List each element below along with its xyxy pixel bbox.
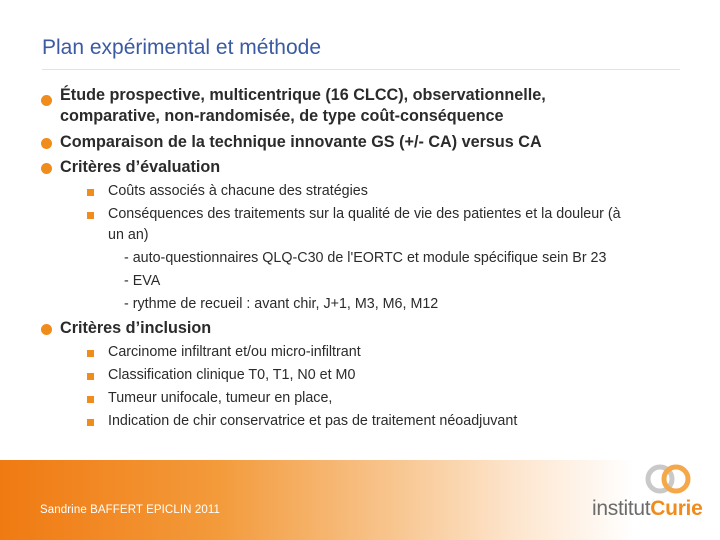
sub-bullet-square — [87, 373, 94, 380]
sub-bullet-line: Coûts associés à chacune des stratégies — [108, 183, 368, 199]
evaluation-item-costs — [108, 181, 688, 202]
bullet-dot — [41, 163, 52, 174]
slide-title: Plan expérimental et méthode — [42, 36, 321, 59]
bullet-dot — [41, 324, 52, 335]
bullet-dot — [41, 95, 52, 106]
logo-curie: Curie — [650, 497, 703, 520]
sub-bullet-line: Conséquences des traitements sur la qualité de vie des patientes et la douleur (à — [108, 206, 621, 222]
bullet-line: comparative, non-randomisée, de type coût-conséquence — [60, 107, 504, 125]
sub-bullet-square — [87, 189, 94, 196]
bullet-comparison — [60, 132, 542, 153]
evaluation-detail-questionnaires: - auto-questionnaires QLQ-C30 de l'EORTC et module spécifique sein Br 23 — [124, 250, 607, 266]
sub-bullet-square — [87, 396, 94, 403]
inclusion-item: Carcinome infiltrant et/ou micro-infiltrant — [108, 344, 361, 360]
bullet-study-design — [60, 85, 546, 127]
bullet-line: Étude prospective, multicentrique (16 CLCC), observationnelle, — [60, 86, 546, 104]
sub-bullet-square — [87, 419, 94, 426]
inclusion-item: Tumeur unifocale, tumeur en place, — [108, 390, 333, 406]
evaluation-detail-schedule: - rythme de recueil : avant chir, J+1, M3, M6, M12 — [124, 296, 439, 312]
evaluation-item-consequences — [108, 204, 688, 246]
sub-bullet-square — [87, 350, 94, 357]
bullet-dot — [41, 138, 52, 149]
title-divider — [42, 69, 680, 70]
curie-logo-icon — [640, 462, 696, 496]
footer-author: Sandrine BAFFERT EPICLIN 2011 — [40, 504, 220, 516]
bullet-line: Comparaison de la technique innovante GS (+/- CA) versus CA — [60, 133, 542, 151]
inclusion-item: Classification clinique T0, T1, N0 et M0 — [108, 367, 356, 383]
sub-bullet-line: un an) — [108, 227, 149, 243]
bullet-line: Critères d’évaluation — [60, 158, 221, 176]
logo-institut: institut — [592, 497, 651, 520]
bullet-inclusion-criteria — [60, 318, 211, 339]
bullet-line: Critères d’inclusion — [60, 319, 212, 337]
bullet-evaluation-criteria — [60, 157, 220, 178]
evaluation-detail-eva: - EVA — [124, 273, 161, 289]
curie-logo-text — [592, 497, 702, 521]
sub-bullet-square — [87, 212, 94, 219]
inclusion-item: Indication de chir conservatrice et pas de traitement néoadjuvant — [108, 413, 518, 429]
